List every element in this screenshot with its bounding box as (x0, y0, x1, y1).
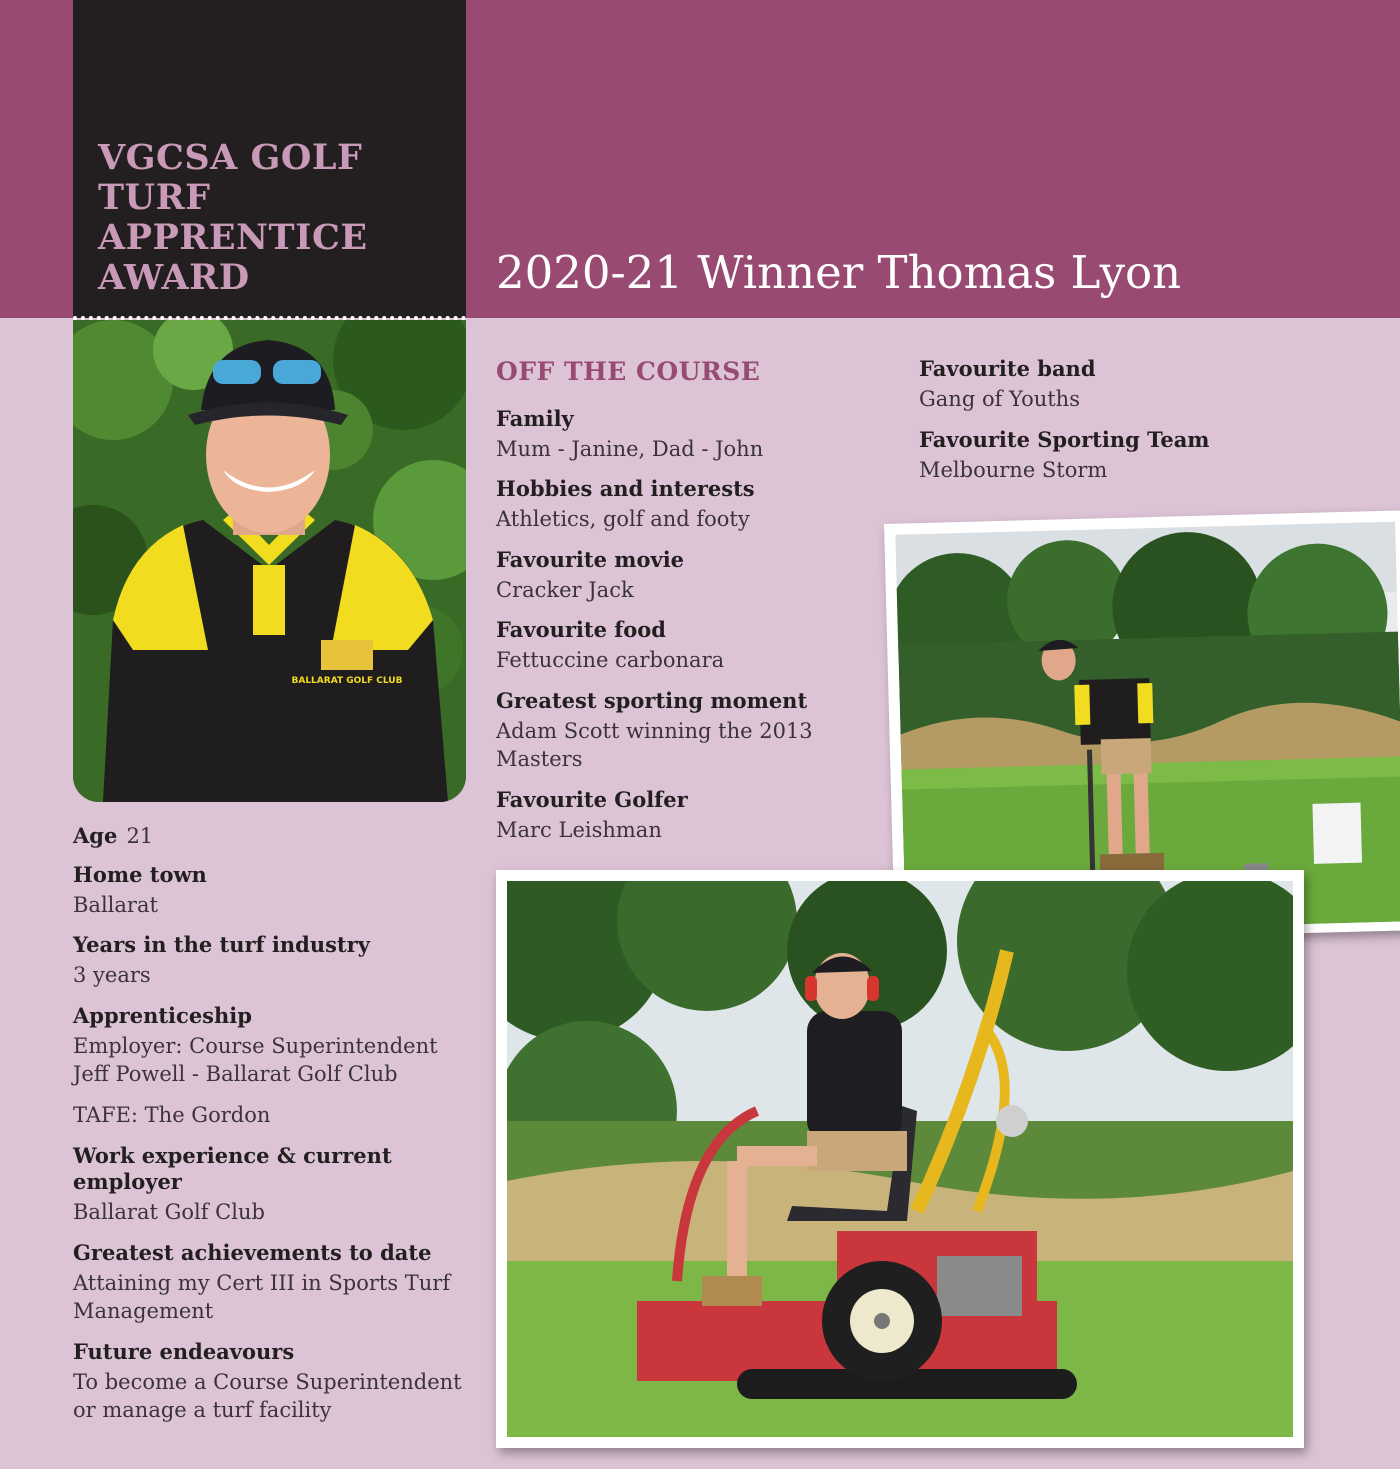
family-value: Mum - Janine, Dad - John (496, 437, 764, 461)
future-value: To become a Course Superintendent or manage a turf facility (73, 1370, 462, 1422)
team-value: Melbourne Storm (919, 458, 1108, 482)
team-label: Favourite Sporting Team (919, 427, 1210, 452)
apprenticeship-tafe: TAFE: The Gordon (73, 1103, 271, 1127)
future-label: Future endeavours (73, 1339, 295, 1364)
family-label: Family (496, 406, 574, 431)
future-field (73, 1339, 473, 1424)
golfer-value: Marc Leishman (496, 818, 662, 842)
movie-field (496, 547, 846, 604)
achievements-field (73, 1240, 463, 1325)
band-value: Gang of Youths (919, 387, 1080, 411)
food-field (496, 617, 846, 674)
apprenticeship-employer: Employer: Course Superintendent Jeff Powell - Ballarat Golf Club (73, 1034, 438, 1086)
work-field (73, 1143, 433, 1226)
portrait-photo (73, 320, 466, 802)
family-field (496, 406, 846, 463)
years-value: 3 years (73, 963, 151, 987)
age-field (73, 822, 153, 850)
apprenticeship-label: Apprenticeship (73, 1003, 252, 1028)
home-town-field (73, 862, 463, 919)
band-field (919, 356, 1339, 413)
food-value: Fettuccine carbonara (496, 648, 725, 672)
home-town-label: Home town (73, 862, 207, 887)
achievements-value: Attaining my Cert III in Sports Turf Management (73, 1271, 451, 1323)
sporting-moment-label: Greatest sporting moment (496, 688, 808, 713)
sporting-moment-field (496, 688, 826, 773)
sporting-moment-value: Adam Scott winning the 2013 Masters (496, 719, 813, 771)
golfer-label: Favourite Golfer (496, 787, 688, 812)
off-course-heading: OFF THE COURSE (496, 357, 761, 386)
hobbies-value: Athletics, golf and footy (496, 507, 750, 531)
club-logo-text: BALLARAT GOLF CLUB (291, 676, 403, 686)
age-value: 21 (126, 824, 154, 848)
hobbies-label: Hobbies and interests (496, 476, 755, 501)
golfer-field (496, 787, 846, 844)
achievements-label: Greatest achievements to date (73, 1240, 432, 1265)
team-field (919, 427, 1339, 484)
years-field (73, 932, 463, 989)
work-label: Work experience & current employer (73, 1143, 392, 1194)
home-town-value: Ballarat (73, 893, 158, 917)
work-value: Ballarat Golf Club (73, 1200, 265, 1224)
band-label: Favourite band (919, 356, 1096, 381)
years-label: Years in the turf industry (73, 932, 370, 957)
award-title: VGCSA GOLF TURF APPRENTICE AWARD (98, 137, 368, 298)
hobbies-field (496, 476, 846, 533)
movie-value: Cracker Jack (496, 578, 634, 602)
movie-label: Favourite movie (496, 547, 685, 572)
age-label: Age (73, 823, 118, 848)
apprenticeship-field (73, 1003, 448, 1129)
food-label: Favourite food (496, 617, 666, 642)
winner-title: 2020-21 Winner Thomas Lyon (496, 246, 1182, 299)
mower-photo (496, 870, 1304, 1448)
